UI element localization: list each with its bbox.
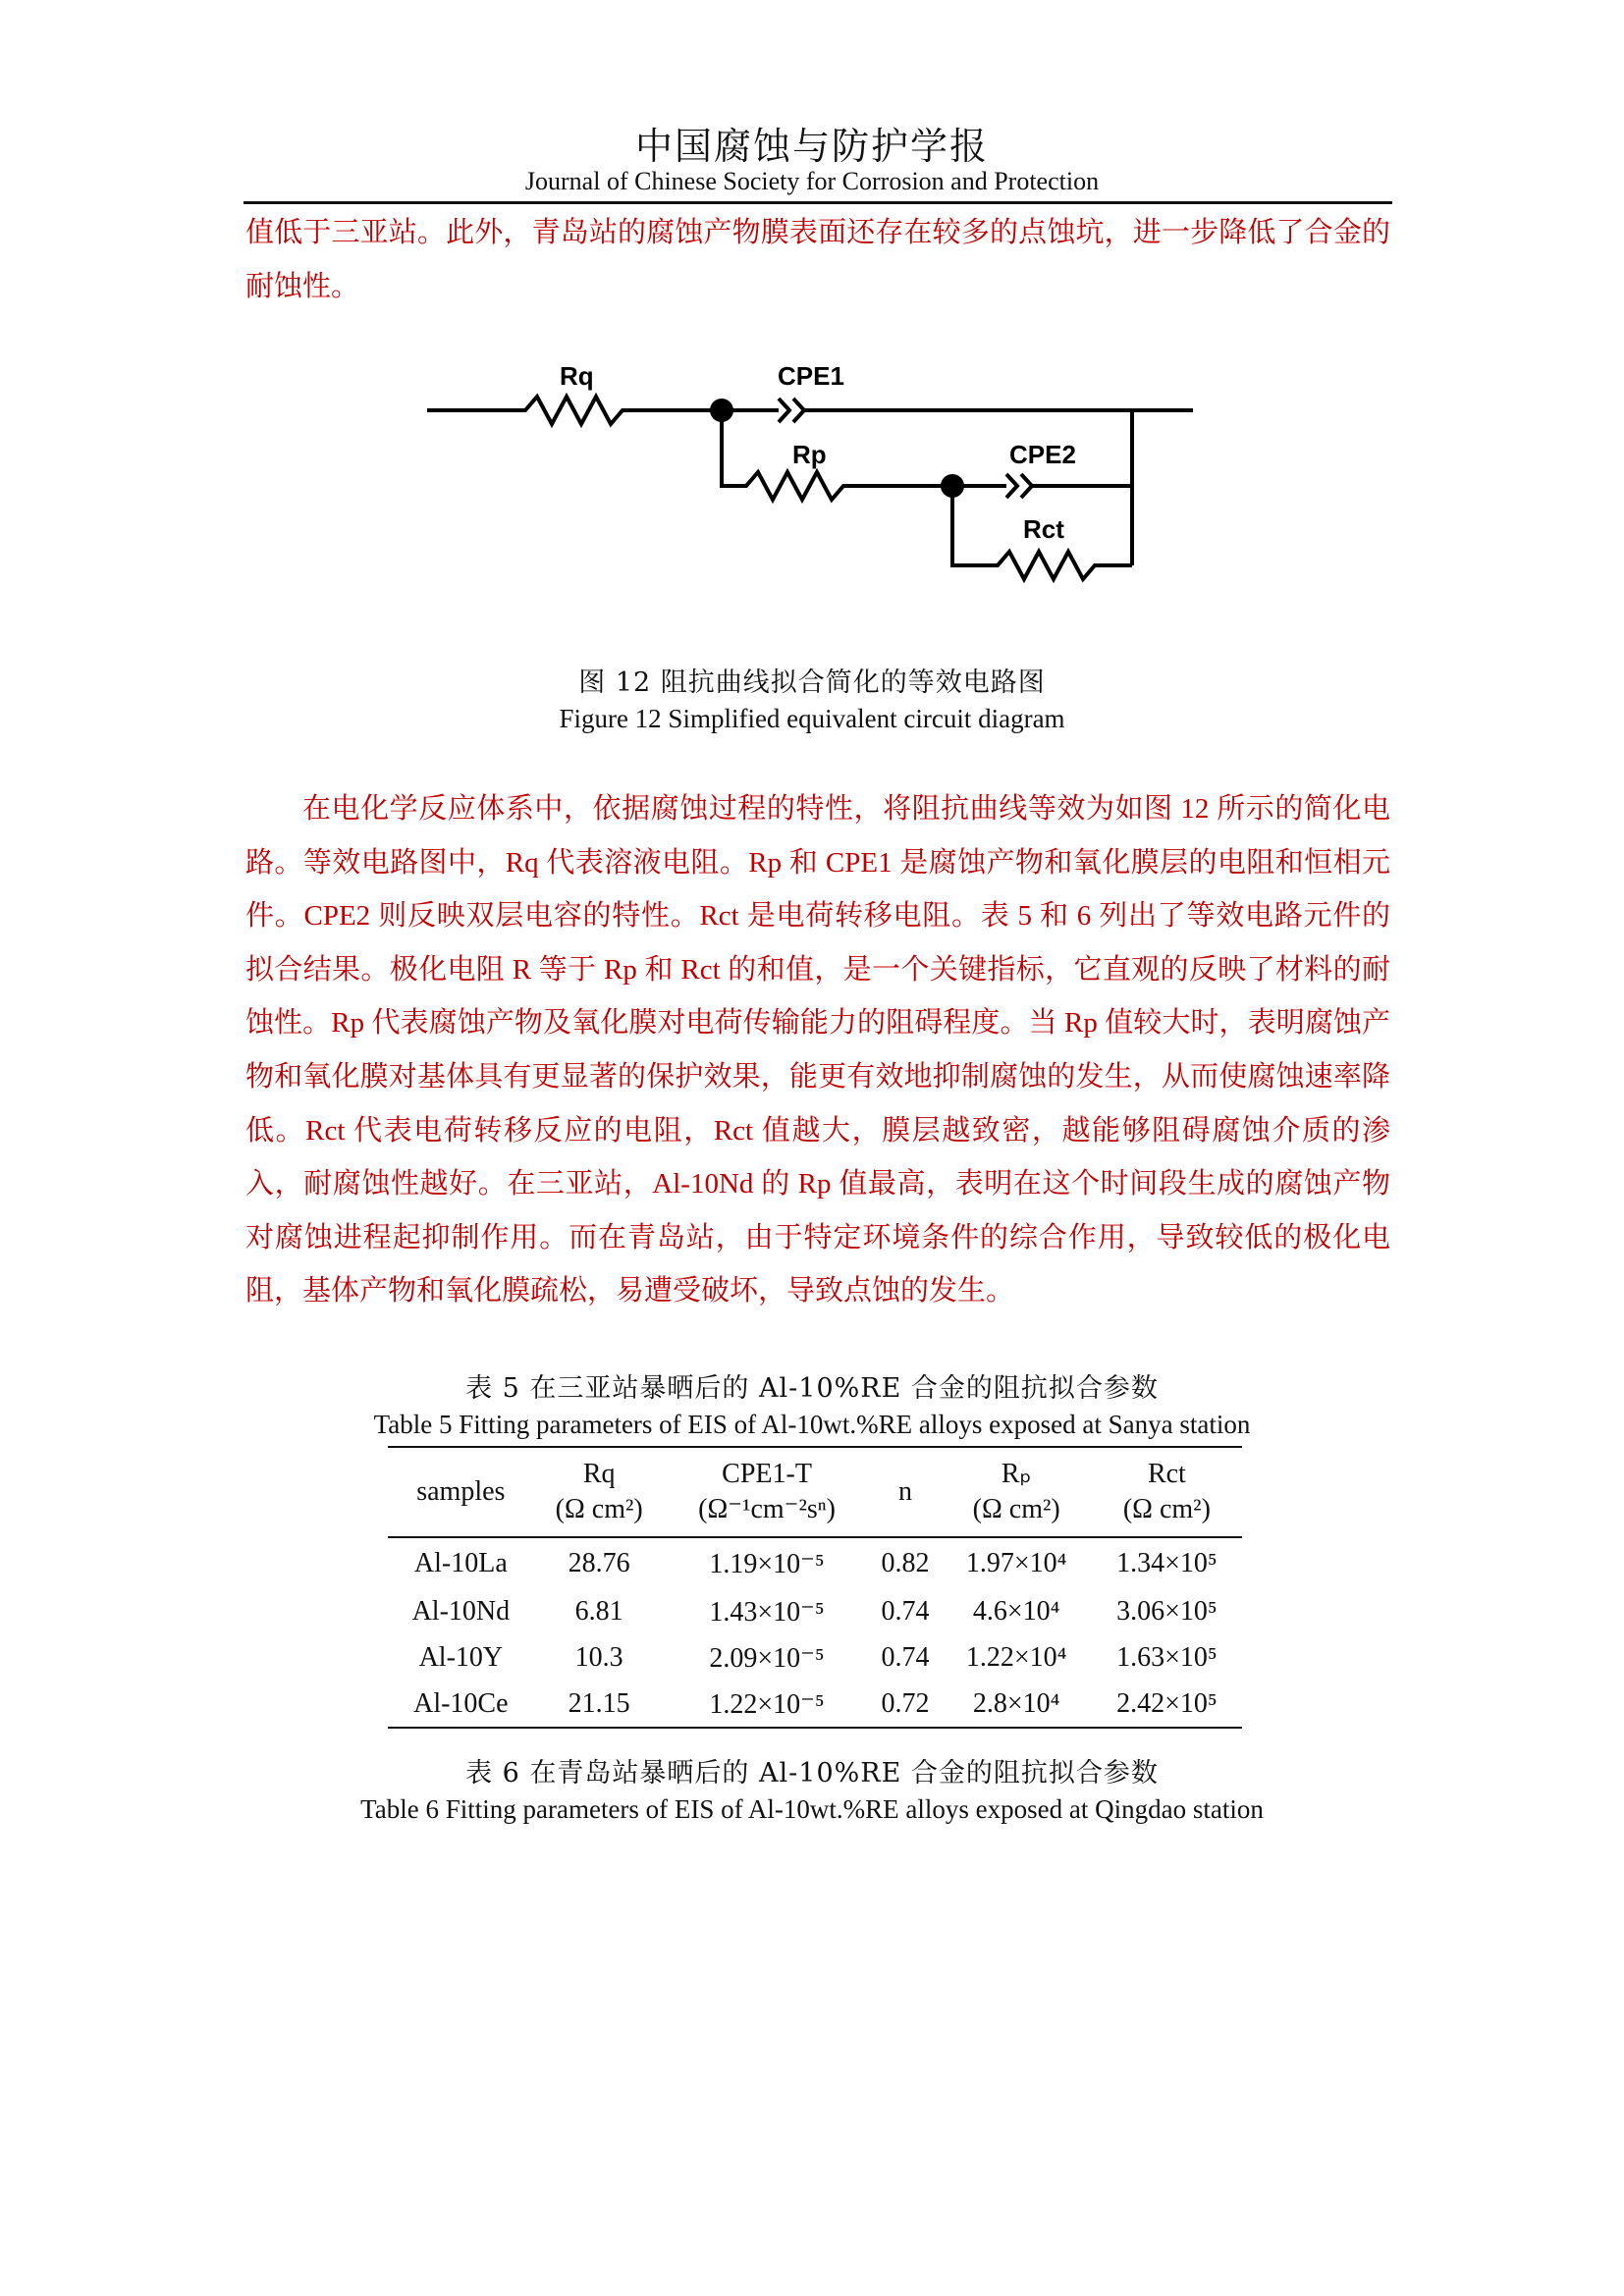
cpe1-label: CPE1 [778,361,844,391]
rq-resistor [427,397,722,424]
figure12-caption-cn: 图 12 阻抗曲线拟合简化的等效电路图 [578,667,1046,698]
table5 [388,1446,1242,1729]
header-rule [244,201,1392,204]
col-rp: Rₚ (Ω cm²) [972,1459,1060,1524]
cpe1-element [779,399,804,422]
rp-label: Rp [792,440,827,469]
journal-title-cn: 中国腐蚀与防护学报 [634,125,989,168]
equivalent-circuit-diagram [412,344,1218,589]
cpe2-label: CPE2 [1009,440,1076,469]
table-row: Al-10Y 10.3 2.09×10⁻⁵ 0.74 1.22×10⁴ 1.63×10⁵ [418,1641,1218,1674]
table6-caption-cn: 表 6 在青岛站暴晒后的 Al-10%RE 合金的阻抗拟合参数 [465,1758,1159,1789]
table-row: Al-10Ce 21.15 1.22×10⁻⁵ 0.72 2.8×10⁴ 2.42×10⁵ [388,1681,1242,1728]
figure12-caption-en: Figure 12 Simplified equivalent circuit diagram [559,704,1065,733]
rct-label: Rct [1023,514,1064,544]
paragraph-2: 在电化学反应体系中，依据腐蚀过程的特性，将阻抗曲线等效为如图 12 所示的简化电路。等效电路图中，Rq 代表溶液电阻。Rp 和 CPE1 是腐蚀产物和氧化膜层的电阻和恒相元件。CPE2 则反映双层电容的特性。Rct 是电荷转移电阻。表 5 和 6 列出了等效电路元件的拟合结果。极化电阻 R 等于 Rp 和 Rct 的和值，是一个关键指标，它直观的反映了材料的耐蚀性。Rp 代表腐蚀产物及氧化膜对电荷传输能力的阻碍程度。当 Rp 值较大时，表明腐蚀产物和氧化膜对基体具有更显著的保护效果，能更有效地抑制腐蚀的发生，从而使腐蚀速率降低。Rct 代表电荷转移反应的电阻，Rct 值越大，膜层越致密，越能够阻碍腐蚀介质的渗入，耐腐蚀性越好。在三亚站，Al-10Nd 的 Rp 值最高，表明在这个时间段生成的腐蚀产物对腐蚀进程起抑制作用。而在青岛站，由于特定环境条件的综合作用，导致较低的极化电阻，基体产物和氧化膜疏松，易遭受破坏，导致点蚀的发生。 [245,793,1390,1308]
col-cpe1t: CPE1-T (Ω⁻¹cm⁻²sⁿ) [698,1459,836,1524]
table-row: Al-10La 28.76 1.19×10⁻⁵ 0.82 1.97×10⁴ 1.34×10⁵ [413,1547,1218,1579]
col-rct: Rct (Ω cm²) [1122,1459,1211,1524]
node-2 [941,474,964,498]
col-rq: Rq (Ω cm²) [555,1459,643,1524]
col-n: n [897,1476,912,1507]
table5-caption-cn: 表 5 在三亚站暴晒后的 Al-10%RE 合金的阻抗拟合参数 [465,1373,1159,1404]
col-samples: samples [416,1476,506,1507]
cpe2-element [1006,474,1032,498]
journal-title-en: Journal of Chinese Society for Corrosion and Protection [524,167,1100,195]
node-1 [710,399,733,422]
rp-branch [722,410,952,500]
table5-grid [388,1446,1242,1729]
table6-caption-en: Table 6 Fitting parameters of EIS of Al-10wt.%RE alloys exposed at Qingdao station [360,1794,1264,1824]
table-row: Al-10Nd 6.81 1.43×10⁻⁵ 0.74 4.6×10⁴ 3.06×10⁵ [411,1595,1218,1628]
rq-label: Rq [560,361,594,391]
paragraph-1: 值低于三亚站。此外，青岛站的腐蚀产物膜表面还存在较多的点蚀坑，进一步降低了合金的耐蚀性。 [245,217,1390,302]
table5-caption-en: Table 5 Fitting parameters of EIS of Al-10wt.%RE alloys exposed at Sanya station [373,1410,1251,1439]
